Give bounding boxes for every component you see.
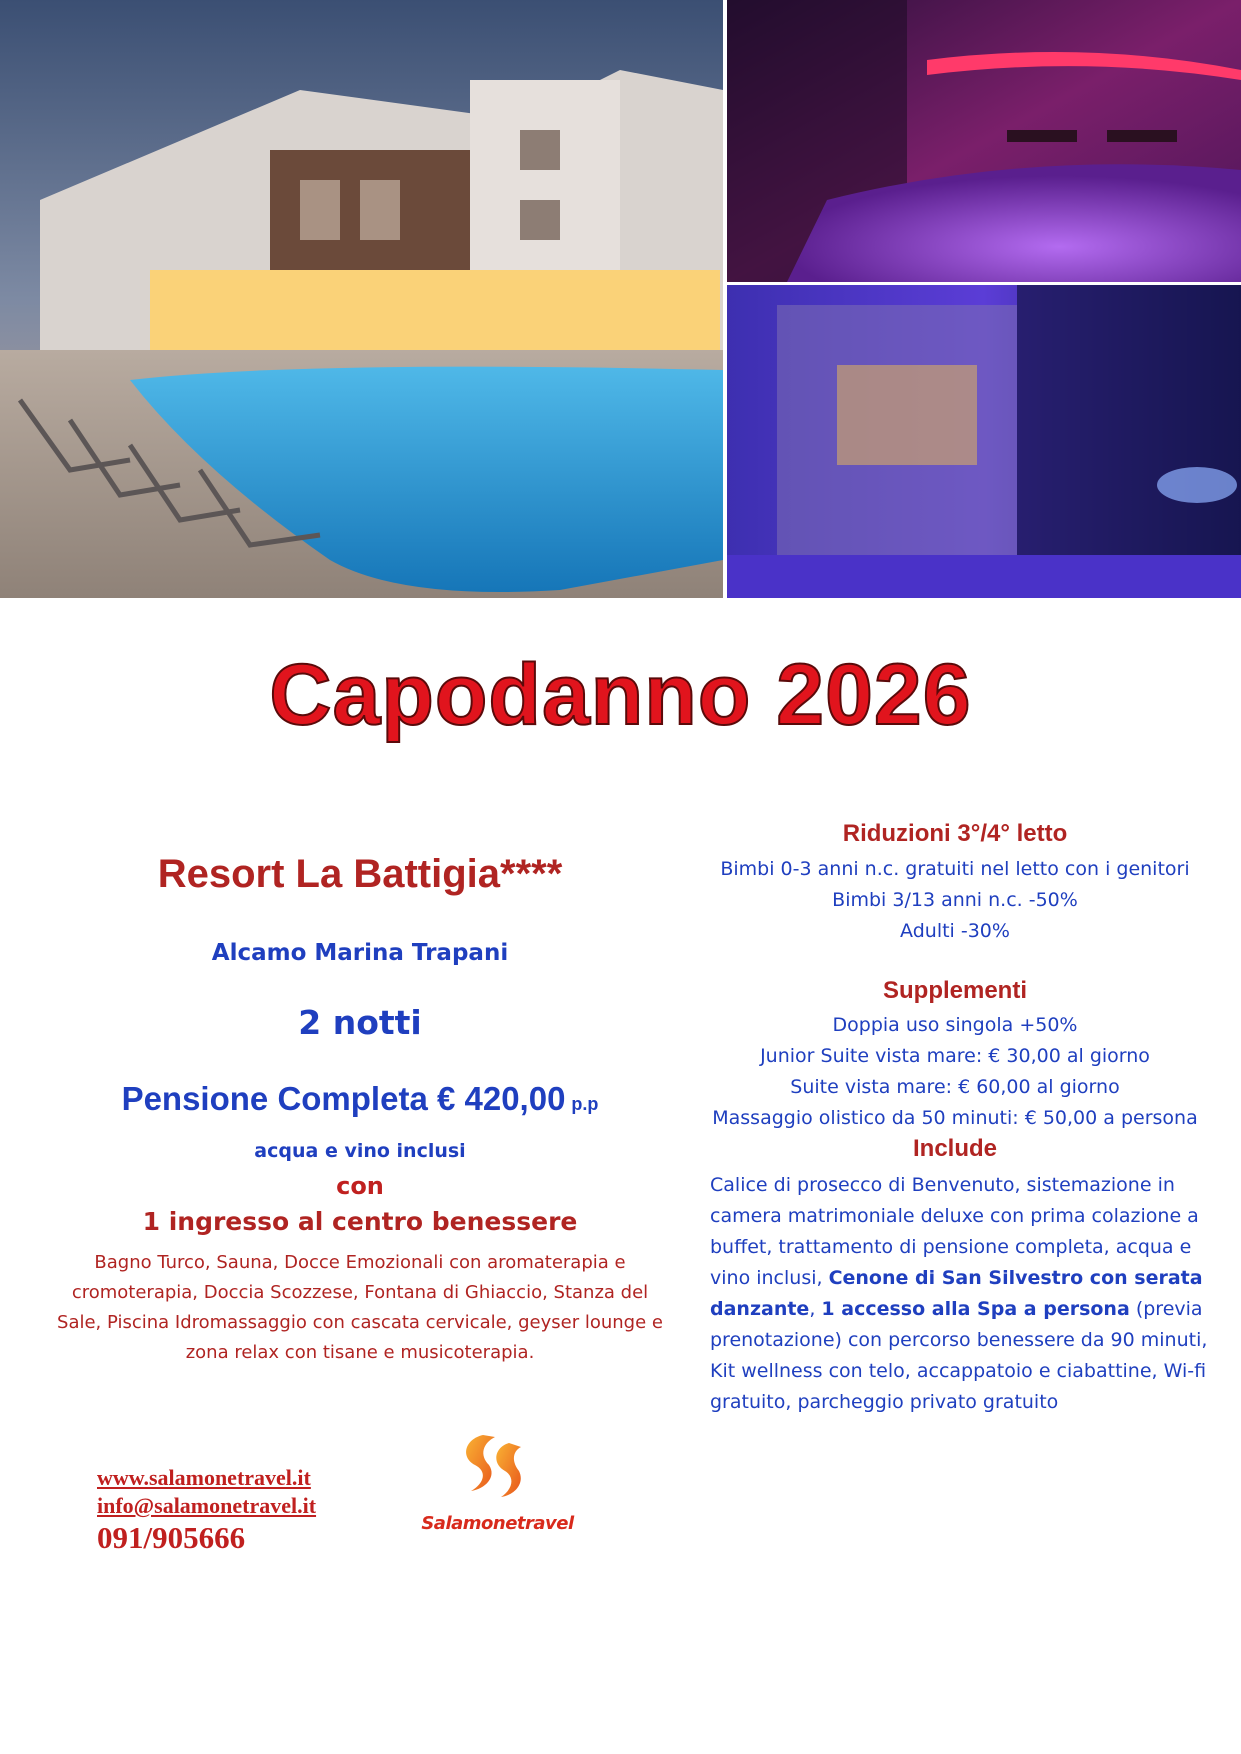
list-item: Bimbi 0-3 anni n.c. gratuiti nel letto con i genitori: [720, 858, 1190, 880]
list-item: Massaggio olistico da 50 minuti: € 50,00 a persona: [712, 1107, 1198, 1129]
include-part1: Calice di prosecco di Benvenuto, sistemazione in camera matrimoniale deluxe con prima colazione a buffet, trattamento di pensione completa, acqua e vino inclusi,: [710, 1174, 1199, 1289]
salamone-travel-logo: [405, 1425, 590, 1555]
drinks-included: acqua e vino inclusi: [254, 1140, 466, 1162]
nights-count: 2 notti: [298, 1003, 422, 1042]
wellness-description: Bagno Turco, Sauna, Docce Emozionali con aromaterapia e cromoterapia, Doccia Scozzese, Fontana di Ghiaccio, Stanza del Sale, Piscina Idromassaggio con cascata cervicale, geyser lounge e zona relax con tisane e musicoterapia.: [57, 1252, 663, 1363]
riduzioni-title: Riduzioni 3°/4° letto: [842, 820, 1068, 847]
phone-number: 091/905666: [97, 1520, 246, 1555]
page-title: Capodanno 2026: [269, 647, 972, 743]
include-separator: ,: [809, 1298, 822, 1320]
spa-pool-photo: [727, 0, 1241, 282]
resort-location: Alcamo Marina Trapani: [211, 940, 509, 966]
email-link[interactable]: info@salamonetravel.it: [97, 1493, 317, 1518]
resort-photo: [0, 0, 723, 598]
con-label: con: [336, 1172, 384, 1200]
price-unit: p.p: [571, 1094, 599, 1114]
supplementi-title: Supplementi: [882, 977, 1027, 1004]
include-highlight-spa: 1 accesso alla Spa a persona: [821, 1298, 1130, 1320]
price-text: Pensione Completa € 420,00: [121, 1080, 566, 1117]
list-item: Junior Suite vista mare: € 30,00 al giorno: [760, 1045, 1150, 1067]
list-item: Bimbi 3/13 anni n.c. -50%: [832, 889, 1078, 911]
list-item: Adulti -30%: [900, 920, 1010, 942]
website-link[interactable]: www.salamonetravel.it: [97, 1465, 311, 1490]
logo-text: Salamonetravel: [421, 1513, 574, 1534]
include-title: Include: [912, 1135, 997, 1162]
supplementi-list: [700, 1010, 1210, 1134]
include-part2: (previa prenotazione) con percorso benessere da 90 minuti, Kit wellness con telo, accappatoio e ciabattine, Wi-fi gratuito, parcheggio privato gratuito: [710, 1298, 1208, 1413]
resort-name: Resort La Battigia****: [157, 852, 563, 896]
include-highlight-cenone: Cenone di San Silvestro con serata danzante: [710, 1267, 1203, 1320]
swirl-logo-icon: [405, 1425, 590, 1515]
include-text: [710, 1170, 1210, 1418]
list-item: Doppia uso singola +50%: [832, 1014, 1078, 1036]
wellness-title: 1 ingresso al centro benessere: [142, 1207, 578, 1236]
price-line: [40, 1080, 680, 1118]
sauna-photo: [727, 285, 1241, 598]
riduzioni-list: [700, 854, 1210, 947]
list-item: Suite vista mare: € 60,00 al giorno: [790, 1076, 1120, 1098]
